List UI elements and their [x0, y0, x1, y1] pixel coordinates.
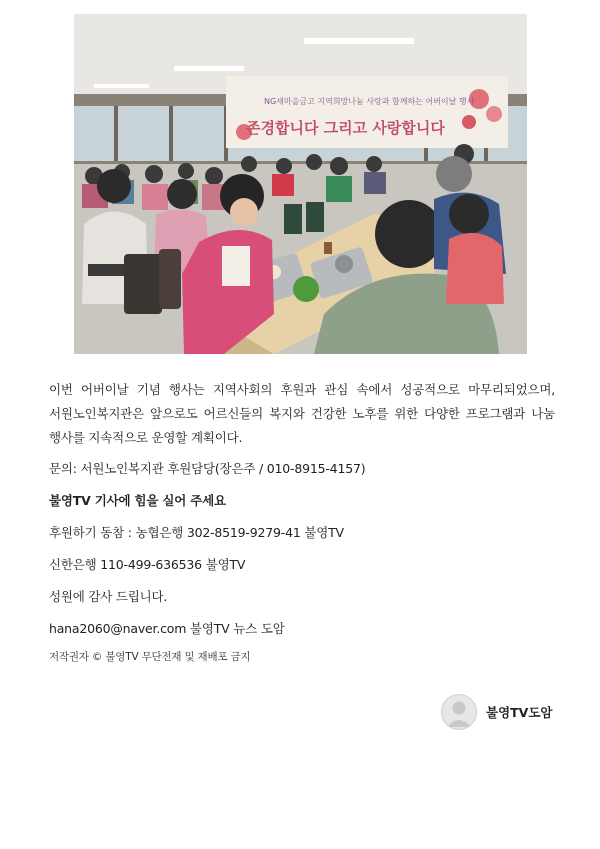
account-line-2: 신한은행 110-499-636536 불영TV: [49, 557, 246, 572]
svg-text:존경합니다 그리고 사랑합니다: 존경합니다 그리고 사랑합니다: [246, 119, 445, 137]
user-avatar-icon: [441, 694, 477, 730]
copyright-notice: 저작권자 © 불영TV 무단전재 및 재배포 금지: [49, 651, 251, 663]
account-line-1: 후원하기 동참 : 농협은행 302-8519-9279-41 불영TV: [49, 525, 344, 540]
svg-text:NG새마을금고 지역희망나눔 사랑과 함께하는 어버이날 행: NG새마을금고 지역희망나눔 사랑과 함께하는 어버이날 행사: [264, 97, 475, 106]
article-photo: [74, 14, 527, 354]
article-paragraph: 이번 어버이날 기념 행사는 지역사회의 후원과 관심 속에서 성공적으로 마무리되었으며, 서원노인복지관은 앞으로도 어르신들의 복지와 건강한 노후를 위한 다양한 프로그램과 나눔 행사를 지속적으로 운영할 계획이다.: [49, 382, 555, 445]
contact-line: 문의: 서원노인복지관 후원담당(장은주 / 010-8915-4157): [49, 461, 366, 476]
photo-illustration: [74, 14, 527, 354]
thanks-line: 성원에 감사 드립니다.: [49, 589, 168, 604]
banner: [226, 76, 508, 148]
author-byline[interactable]: [441, 694, 553, 730]
support-heading: 불영TV 기사에 힘을 실어 주세요: [49, 493, 226, 508]
article-body: [49, 378, 555, 666]
author-name[interactable]: 불영TV도암: [486, 705, 553, 720]
email-line[interactable]: hana2060@naver.com 불영TV 뉴스 도암: [49, 621, 285, 636]
